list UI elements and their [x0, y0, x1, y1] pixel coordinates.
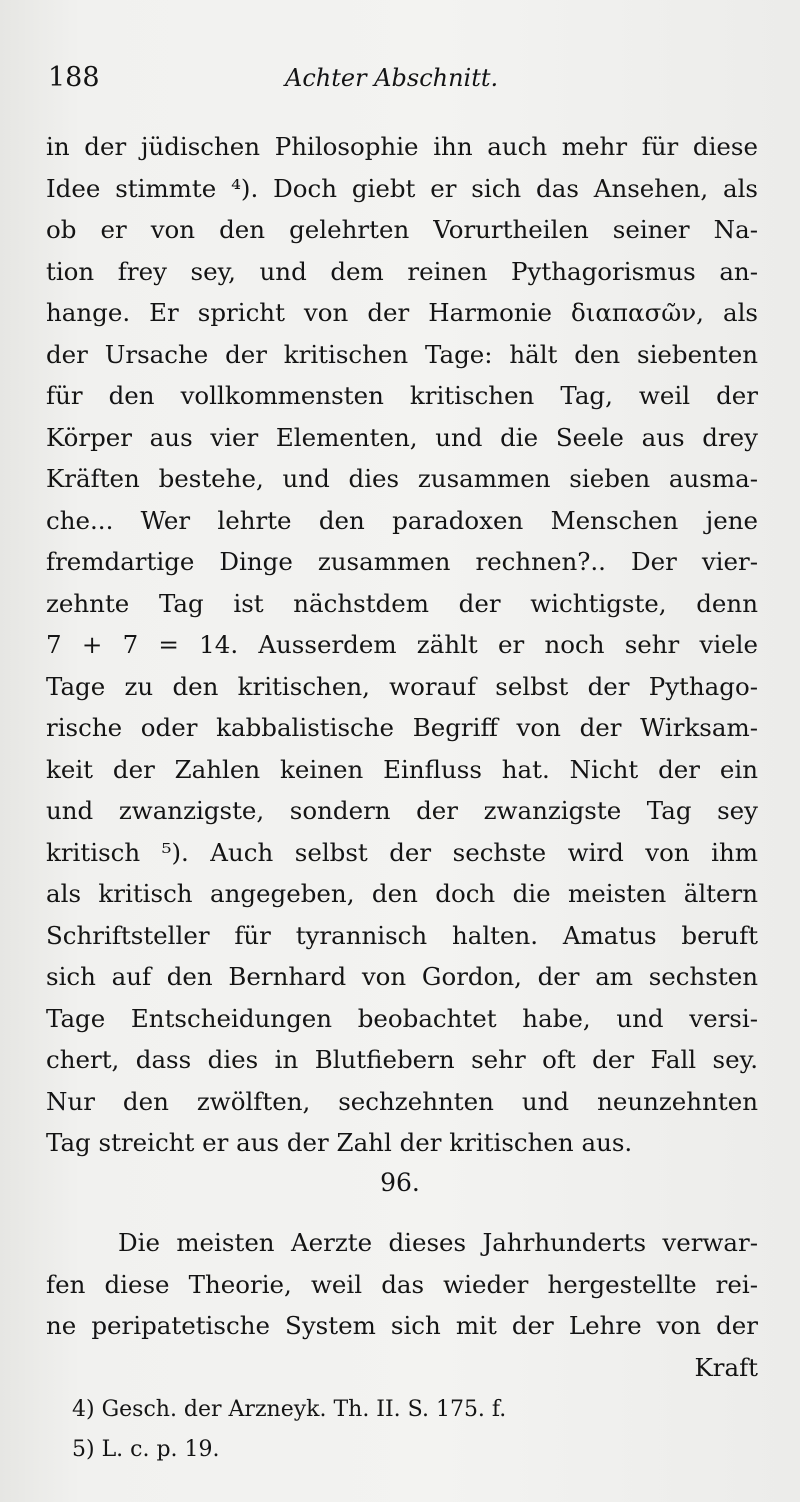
- footnote: 4) Gesch. der Arzneyk. Th. II. S. 175. f.: [72, 1397, 507, 1422]
- text-line: als kritisch angegeben, den doch die meisten ältern: [46, 879, 758, 908]
- text-line: ob er von den gelehrten Vorurtheilen seiner Na-: [46, 215, 758, 244]
- footnotes: [72, 1390, 752, 1470]
- catchword: Kraft: [694, 1352, 758, 1382]
- text-line: Tage zu den kritischen, worauf selbst der Pythago-: [46, 671, 758, 701]
- text-line: Idee stimmte ⁴). Doch giebt er sich das Ansehen, als: [46, 173, 758, 203]
- text-line: für den vollkommensten kritischen Tag, weil der: [46, 381, 758, 410]
- text-line: Tag streicht er aus der Zahl der kritischen aus.: [46, 1128, 633, 1157]
- text-line: in der jüdischen Philosophie ihn auch mehr für diese: [46, 132, 758, 161]
- text-line: che... Wer lehrte den paradoxen Menschen jene: [46, 505, 758, 535]
- text-line: tion frey sey, und dem reinen Pythagorismus an-: [46, 256, 758, 286]
- text-line: hange. Er spricht von der Harmonie διαπασῶν, als: [46, 298, 758, 327]
- text-line: chert, dass dies in Blutfiebern sehr oft der Fall sey.: [46, 1045, 758, 1074]
- paragraph-2: [46, 1222, 758, 1388]
- text-line: rische oder kabbalistische Begriff von der Wirksam-: [46, 713, 758, 742]
- page-number: 188: [48, 62, 100, 93]
- text-line: keit der Zahlen keinen Einfluss hat. Nicht der ein: [46, 754, 758, 784]
- text-line: fremdartige Dinge zusammen rechnen?.. Der vier-: [46, 547, 758, 576]
- text-line: kritisch ⁵). Auch selbst der sechste wird von ihm: [46, 837, 758, 867]
- text-line: Körper aus vier Elementen, und die Seele aus drey: [46, 422, 758, 452]
- running-head: [48, 62, 760, 102]
- text-line: Kräften bestehe, und dies zusammen sieben ausma-: [46, 464, 758, 493]
- text-line: zehnte Tag ist nächstdem der wichtigste, denn: [46, 588, 758, 618]
- text-line: Die meisten Aerzte dieses Jahrhunderts verwar-: [118, 1228, 758, 1257]
- text-line: 7 + 7 = 14. Ausserdem zählt er noch sehr viele: [46, 630, 758, 659]
- chapter-title: Achter Abschnitt.: [285, 64, 499, 92]
- text-line: fen diese Theorie, weil das wieder hergestellte rei-: [46, 1269, 758, 1299]
- text-line: und zwanzigste, sondern der zwanzigste Tag sey: [46, 796, 758, 825]
- text-line: ne peripatetische System sich mit der Lehre von der: [46, 1311, 758, 1340]
- footnote: 5) L. c. p. 19.: [72, 1437, 220, 1462]
- paragraph-1: [46, 126, 758, 1164]
- text-line: Nur den zwölften, sechzehnten und neunzehnten: [46, 1086, 758, 1116]
- text-line: Tage Entscheidungen beobachtet habe, und versi-: [46, 1003, 758, 1033]
- text-line: Schriftsteller für tyrannisch halten. Amatus beruft: [46, 920, 758, 950]
- section-number: 96.: [380, 1168, 420, 1197]
- text-line: der Ursache der kritischen Tage: hält den siebenten: [46, 339, 758, 369]
- text-line: sich auf den Bernhard von Gordon, der am sechsten: [46, 962, 758, 991]
